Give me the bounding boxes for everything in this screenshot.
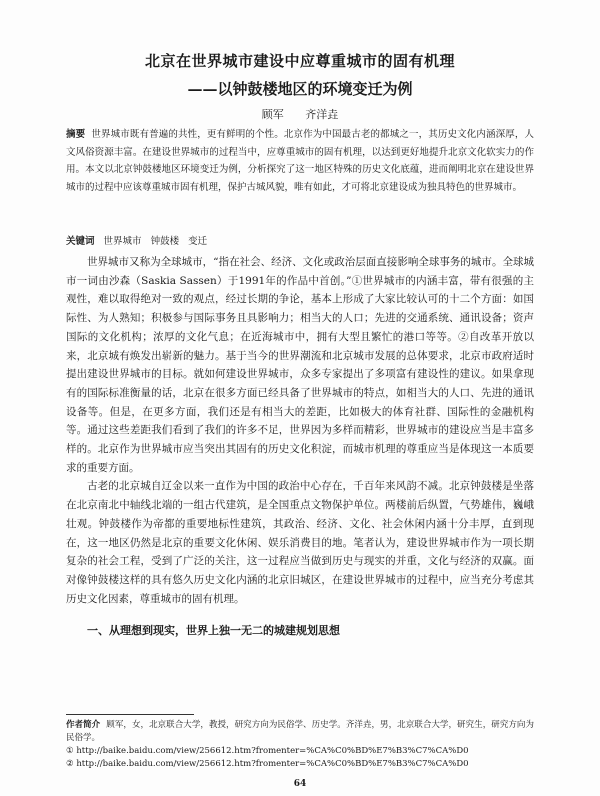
body-paragraph: 古老的北京城自辽金以来一直作为中国的政治中心存在，千百年来风韵不减。北京钟鼓楼是坐落在北京南北中轴线北端的一组古代建筑，是全国重点文物保护单位。两楼前后纵置，气势雄伟，巍峨壮观。钟鼓楼作为帝都的重要地标性建筑，其政治、经济、文化、社会休闲内涵十分丰厚，直到现在，这一地区仍然是北京的重要文化休闲、娱乐消费目的地。笔者认为，建设世界城市作为一项长期复杂的社会工程，受到了广泛的关注，这一过程应当做到历史与现实的并重，文化与经济的双赢。面对像钟鼓楼这样的具有悠久历史文化内涵的北京旧城区，在建设世界城市的过程中，应当充分考虑其历史文化因素，尊重城市的固有机理。 — [66, 480, 534, 605]
keywords-label: 关键词 — [66, 236, 95, 247]
author-bio-label: 作者简介 — [66, 720, 101, 730]
abstract-label: 摘要 — [66, 129, 86, 140]
author-line — [0, 106, 600, 122]
footnote-divider — [66, 714, 194, 715]
footnote-link[interactable]: ① http://baike.baidu.com/view/256612.htm?fromenter=%CA%C0%BD%E7%B3%C7%CA%D0 — [66, 746, 469, 756]
keywords — [66, 234, 534, 250]
paper-title: 北京在世界城市建设中应尊重城市的固有机理 — [144, 52, 455, 70]
author-name: 顾军 — [261, 108, 284, 121]
author-bio-text: 顾军，女，北京联合大学，教授，研究方向为民俗学、历史学。齐洋垚，男，北京联合大学，研究生，研究方向为民俗学。 — [66, 720, 534, 743]
abstract-text: 世界城市既有普遍的共性，更有鲜明的个性。北京作为中国最古老的都城之一，其历史文化内涵深厚，人文风俗资源丰富。在建设世界城市的过程当中，应尊重城市的固有机理，以达到更好地提升北京文化软实力的作用。本文以北京钟鼓楼地区环境变迁为例，分析探究了这一地区特殊的历史文化底蕴，进而阐明北京在建设世界城市的过程中应该尊重城市固有机理，保护古城风貌，唯有如此，才可将北京建设成为独具特色的世界城市。 — [66, 129, 534, 193]
keyword-item: 钟鼓楼 — [150, 236, 180, 247]
paper-subtitle: ——以钟鼓楼地区的环境变迁为例 — [187, 80, 413, 98]
body-text — [66, 253, 534, 608]
section-heading: 一、从理想到现实，世界上独一无二的城建规划思想 — [87, 624, 340, 637]
footnote-link[interactable]: ② http://baike.baidu.com/view/256612.htm?fromenter=%CA%C0%BD%E7%B3%C7%CA%D0 — [66, 759, 469, 769]
abstract — [66, 126, 534, 196]
body-paragraph: 世界城市又称为全球城市，“指在社会、经济、文化或政治层面直接影响全球事务的城市。全球城市一词由沙森（Saskia Sassen）于1991年的作品中首创。”①世界城市的内涵丰富，带有很强的主观性，难以取得绝对一致的观点，经过长期的争论，基本上形成了大家比较认可的十二个方面：如国际性、为人熟知；积极参与国际事务且具影响力；相当大的人口；先进的交通系统、通讯设备；资声国际的文化机构；浓厚的文化气息；在近海城市中，拥有大型且繁忙的港口等等。②自改革开放以来，北京城有焕发出崭新的魅力。基于当今的世界潮流和北京城市发展的总体要求，北京市政府适时提出建设世界城市的目标。就如何建设世界城市，众多专家提出了多项富有建设性的建议。如果拿现有的国际标准衡量的话，北京在很多方面已经具备了世界城市的特点，如相当大的人口、先进的通讯设备等。但是，在更多方面，我们还是有相当大的差距，比如极大的体育社群、国际性的金融机构等。通过这些差距我们看到了我们的许多不足，世界因为多样而精彩，世界城市的建设应当是丰富多样的。北京作为世界城市应当突出其固有的历史文化积淀，而城市机理的尊重应当是体现这一本质要求的重要方面。 — [66, 256, 534, 474]
author-name: 齐洋垚 — [305, 108, 339, 121]
page-number: 64 — [293, 779, 307, 789]
footnotes — [66, 719, 534, 771]
keyword-item: 变迁 — [188, 236, 208, 247]
keyword-item: 世界城市 — [103, 236, 142, 247]
author-bio — [66, 719, 534, 745]
